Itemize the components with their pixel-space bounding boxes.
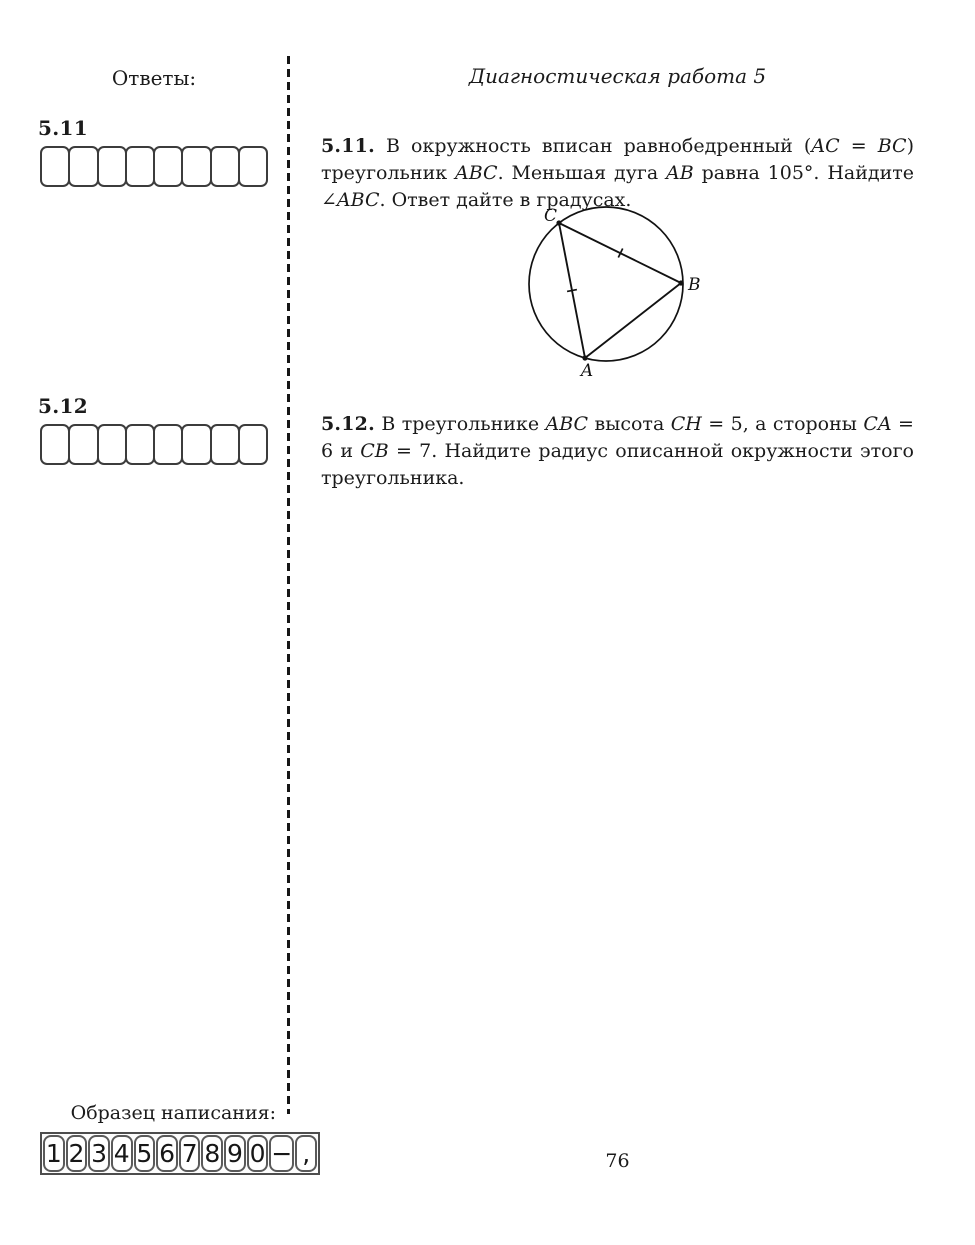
answer-cell[interactable] (125, 146, 155, 187)
answer-cell[interactable] (40, 424, 70, 465)
problem-5-11-text: 5.11. В окружность вписан равнобедренный (AC = BC) треугольник ABC. Меньшая дуга AB равна 105°. Найдите ∠ABC. Ответ дайте в градусах. (321, 135, 915, 211)
sample-char-cell: , (295, 1135, 317, 1172)
vertex-dot-c (556, 220, 561, 225)
vertex-dot-a (582, 355, 587, 360)
problem-5-12-text: 5.12. В треугольнике ABC высота CH = 5, а стороны CA = 6 и CB = 7. Найдите радиус описанной окружности этого треугольника. (321, 413, 914, 489)
handwriting-sample-strip (40, 1132, 320, 1175)
sample-char-cell: 8 (201, 1135, 223, 1172)
work-title: Диагностическая работа 5 (468, 64, 767, 88)
answer-cell[interactable] (210, 146, 240, 187)
answer-boxes-5-11 (40, 146, 268, 187)
handwriting-sample-label: Образец написания: (70, 1102, 276, 1124)
vertex-label-b: B (688, 275, 701, 295)
answer-cell[interactable] (181, 424, 211, 465)
answer-cell[interactable] (40, 146, 70, 187)
answer-cell[interactable] (68, 424, 98, 465)
problem-number: 5.12. (321, 413, 375, 435)
answer-label-5-11: 5.11 (38, 116, 88, 140)
sample-char-cell: 5 (134, 1135, 156, 1172)
vertex-label-c: C (543, 206, 557, 226)
sample-char-cell: 2 (66, 1135, 88, 1172)
sample-char-cell: 4 (111, 1135, 133, 1172)
tick-mark-ca (567, 290, 577, 292)
answer-cell[interactable] (68, 146, 98, 187)
inscribed-triangle-figure (515, 198, 715, 390)
sample-char-cell: 0 (247, 1135, 269, 1172)
answer-cell[interactable] (153, 424, 183, 465)
sample-char-cell: 9 (224, 1135, 246, 1172)
answer-boxes-5-12 (40, 424, 268, 465)
page-number: 76 (605, 1150, 630, 1172)
dashed-divider (287, 56, 290, 1114)
answer-label-5-12: 5.12 (38, 394, 88, 418)
answer-cell[interactable] (210, 424, 240, 465)
sample-char-cell: 6 (156, 1135, 178, 1172)
answer-cell[interactable] (125, 424, 155, 465)
sample-char-cell: 1 (43, 1135, 65, 1172)
triangle-abc (559, 223, 681, 358)
answers-title: Ответы: (111, 66, 197, 90)
vertex-dot-b (678, 280, 683, 285)
answer-cell[interactable] (97, 146, 127, 187)
answer-cell[interactable] (238, 424, 268, 465)
circumscribed-circle (529, 207, 683, 361)
vertex-label-a: A (580, 361, 594, 381)
answer-cell[interactable] (97, 424, 127, 465)
sample-char-cell: − (269, 1135, 294, 1172)
answer-cell[interactable] (153, 146, 183, 187)
answer-cell[interactable] (181, 146, 211, 187)
sample-char-cell: 7 (179, 1135, 201, 1172)
problem-number: 5.11. (321, 135, 375, 157)
sample-char-cell: 3 (88, 1135, 110, 1172)
answer-cell[interactable] (238, 146, 268, 187)
